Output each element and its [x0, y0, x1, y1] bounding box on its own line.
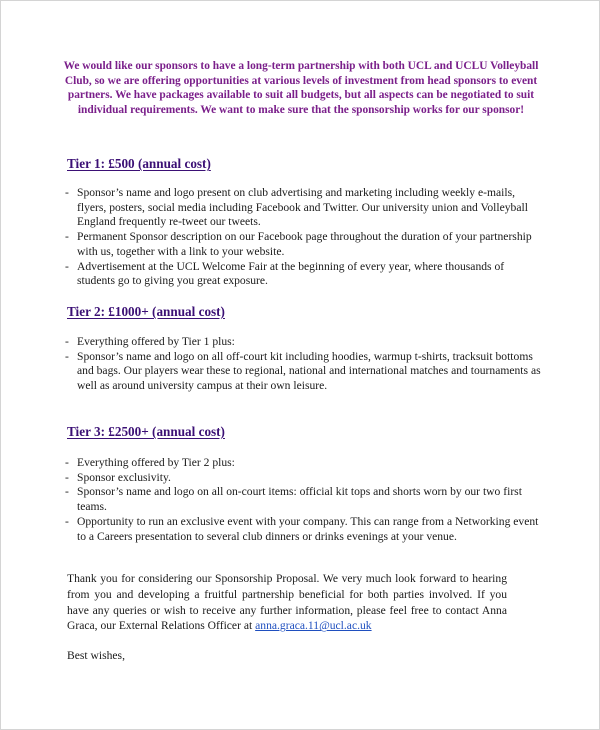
- list-item-text: Sponsor’s name and logo on all on-court items: official kit tops and shorts worn by our two first teams.: [77, 485, 522, 514]
- tier-1-list: [65, 186, 545, 289]
- bullet-dash: -: [65, 456, 69, 469]
- bullet-dash: -: [65, 485, 69, 499]
- list-item: [65, 260, 545, 289]
- tier-1-heading: Tier 1: £500 (annual cost): [67, 156, 211, 171]
- bullet-dash: -: [65, 259, 69, 273]
- tier-2-heading: Tier 2: £1000+ (annual cost): [67, 304, 225, 319]
- bullet-dash: -: [65, 230, 69, 244]
- list-item-text: Advertisement at the UCL Welcome Fair at the beginning of every year, where thousands of students go to giving you great exposure.: [77, 259, 505, 288]
- bullet-dash: -: [65, 470, 69, 484]
- signoff: Best wishes,: [67, 649, 125, 662]
- list-item: [65, 335, 545, 350]
- list-item-text: Everything offered by Tier 1 plus:: [77, 335, 235, 348]
- list-item: [65, 515, 545, 544]
- contact-email-link[interactable]: anna.graca.11@ucl.ac.uk: [255, 619, 372, 633]
- list-item-text: Sponsor exclusivity.: [77, 470, 171, 484]
- bullet-dash: -: [65, 514, 69, 528]
- list-item-text: Opportunity to run an exclusive event with your company. This can range from a Networking event to a Careers presentation to several club dinners or drinks evenings at your venue.: [77, 514, 539, 543]
- list-item: [65, 485, 545, 514]
- list-item: [65, 456, 545, 471]
- intro-paragraph: We would like our sponsors to have a long-term partnership with both UCL and UCLU Volleyball Club, so we are offering opportunities at various levels of investment from head sponsors to event partners. We have packages available to suit all budgets, but all aspects can be negotiated to suit individual requirements. We want to make sure that the sponsorship works for our sponsor!: [63, 60, 539, 116]
- tier-2-list: [65, 335, 545, 394]
- list-item-text: Sponsor’s name and logo present on club advertising and marketing including weekly e-mails, flyers, posters, social media including Facebook and Twitter. Our university union and Volleyball England frequently re-tweet our tweets.: [77, 186, 528, 229]
- bullet-dash: -: [65, 186, 69, 199]
- bullet-dash: -: [65, 349, 69, 363]
- list-item-text: Sponsor’s name and logo on all off-court kit including hoodies, warmup t-shirts, tracksuit bottoms and bags. Our players wear these to regional, national and international matches and tournaments as well as around university campus at their own leisure.: [77, 349, 541, 393]
- bullet-dash: -: [65, 335, 69, 348]
- tier-3-heading: Tier 3: £2500+ (annual cost): [67, 424, 225, 439]
- list-item: [65, 186, 545, 230]
- list-item: [65, 471, 545, 486]
- tier-3-list: [65, 456, 545, 544]
- closing-text: Thank you for considering our Sponsorship Proposal. We very much look forward to hearing from you and developing a fruitful partnership beneficial for both parties involved. If you have any queries or wish to receive any further information, please feel free to contact Anna Graca, our External Relations Officer at: [67, 572, 507, 633]
- list-item-text: Everything offered by Tier 2 plus:: [77, 456, 235, 469]
- closing-paragraph: [67, 571, 507, 634]
- list-item-text: Permanent Sponsor description on our Facebook page throughout the duration of your partnership with us, together with a link to your website.: [77, 230, 532, 258]
- list-item: [65, 350, 545, 394]
- list-item: [65, 230, 545, 259]
